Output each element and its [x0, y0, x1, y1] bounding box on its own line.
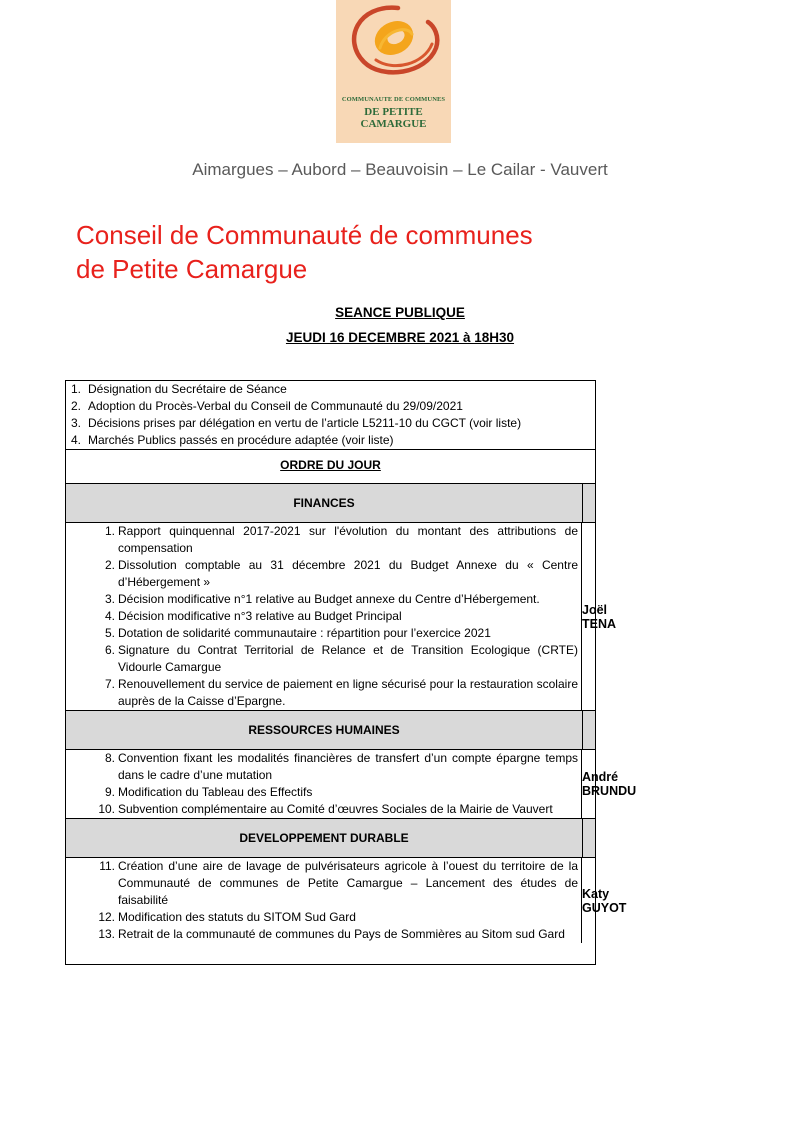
item-text: Rapport quinquennal 2017-2021 sur l'évolution du montant des attributions de compensation	[118, 524, 578, 555]
section-empty-cell	[583, 711, 595, 749]
seance-heading: SEANCE PUBLIQUE	[335, 305, 465, 320]
agenda-item	[66, 591, 578, 608]
preliminary-number: 4.	[71, 433, 82, 447]
agenda-item	[66, 909, 578, 926]
title-line-1: Conseil de Communauté de communes	[76, 220, 533, 250]
item-number: 10.	[98, 802, 115, 816]
ordre-du-jour-heading: ORDRE DU JOUR	[66, 450, 595, 484]
item-text: Décision modificative n°1 relative au Budget annexe du Centre d’Hébergement.	[118, 592, 540, 606]
item-text: Décision modificative n°3 relative au Budget Principal	[118, 609, 402, 623]
agenda-item	[66, 926, 578, 943]
agenda-item	[66, 784, 578, 801]
speaker-name: André BRUNDU	[582, 770, 637, 798]
agenda-items	[66, 858, 582, 943]
section-content-ressources-humaines	[66, 750, 637, 819]
agenda-items	[66, 523, 582, 710]
item-number: 13.	[98, 927, 115, 941]
preliminary-item	[71, 381, 589, 398]
item-number: 11.	[99, 859, 115, 873]
preliminary-item	[71, 415, 589, 432]
agenda-item	[66, 608, 578, 625]
logo-text-line3: CAMARGUE	[360, 118, 427, 130]
item-text: Convention fixant les modalités financières de transfert d’un compte épargne temps dans le cadre d’une mutation	[118, 751, 578, 782]
preliminary-number: 1.	[71, 382, 82, 396]
item-number: 6.	[104, 643, 115, 657]
towns-line: Aimargues – Aubord – Beauvoisin – Le Cailar - Vauvert	[192, 160, 608, 179]
item-number: 8.	[104, 751, 115, 765]
preliminaries-row	[66, 381, 595, 450]
section-empty-cell	[583, 819, 595, 857]
logo-text-line1: COMMUNAUTE DE COMMUNES	[341, 96, 446, 103]
preliminary-number: 3.	[71, 416, 82, 430]
section-title: FINANCES	[66, 484, 583, 522]
agenda-item	[66, 801, 578, 818]
item-number: 2.	[104, 558, 115, 572]
item-number: 1.	[104, 524, 115, 538]
section-title: DEVELOPPEMENT DURABLE	[66, 819, 583, 857]
seance-date: JEUDI 16 DECEMBRE 2021 à 18H30	[285, 330, 515, 345]
page-title	[76, 218, 533, 286]
item-number: 4.	[104, 609, 115, 623]
speaker-name: Katy GUYOT	[582, 886, 627, 915]
logo-swirl-icon	[336, 0, 451, 96]
item-text: Modification du Tableau des Effectifs	[118, 785, 313, 799]
agenda-item	[66, 858, 578, 909]
item-text: Subvention complémentaire au Comité d’œuvres Sociales de la Mairie de Vauvert	[118, 802, 553, 816]
item-number: 12.	[98, 910, 115, 924]
agenda-item	[66, 625, 578, 642]
item-number: 5.	[104, 626, 115, 640]
preliminary-text: Décisions prises par délégation en vertu de l’article L5211-10 du CGCT (voir liste)	[88, 416, 522, 430]
item-text: Dotation de solidarité communautaire : répartition pour l’exercice 2021	[118, 626, 491, 640]
preliminary-number: 2.	[71, 399, 82, 413]
section-header-finances	[66, 484, 595, 523]
logo	[336, 0, 451, 143]
agenda-item	[66, 750, 578, 784]
agenda-item	[66, 523, 578, 557]
item-text: Signature du Contrat Territorial de Relance et de Transition Ecologique (CRTE) Vidourle Camargue	[118, 643, 578, 674]
section-content-developpement-durable	[66, 858, 627, 965]
section-empty-cell	[583, 484, 595, 522]
logo-text-line2: DE PETITE	[364, 106, 423, 118]
section-header-ressources-humaines	[66, 711, 595, 750]
agenda-item	[66, 676, 578, 710]
preliminary-text: Adoption du Procès-Verbal du Conseil de Communauté du 29/09/2021	[88, 399, 463, 413]
section-content-finances	[66, 523, 617, 711]
speaker-name: Joël TENA	[582, 602, 617, 631]
item-text: Renouvellement du service de paiement en ligne sécurisé pour la restauration scolaire auprès de la Caisse d’Epargne.	[118, 677, 578, 708]
item-text: Modification des statuts du SITOM Sud Gard	[118, 910, 356, 924]
item-text: Dissolution comptable au 31 décembre 2021 du Budget Annexe du « Centre d’Hébergement »	[118, 558, 578, 589]
item-number: 9.	[104, 785, 115, 799]
preliminary-item	[71, 432, 589, 449]
agenda-item	[66, 642, 578, 676]
item-number: 7.	[104, 677, 115, 691]
item-text: Création d’une aire de lavage de pulvérisateurs agricole à l’ouest du territoire de la Communauté de communes de Petite Camargue – Lancement des études de faisabilité	[118, 859, 578, 907]
preliminary-text: Désignation du Secrétaire de Séance	[88, 382, 287, 396]
agenda-item	[66, 557, 578, 591]
preliminary-text: Marchés Publics passés en procédure adaptée (voir liste)	[88, 433, 394, 447]
preliminary-item	[71, 398, 589, 415]
agenda-items	[66, 750, 582, 818]
title-line-2: de Petite Camargue	[76, 254, 308, 284]
item-number: 3.	[104, 592, 115, 606]
item-text: Retrait de la communauté de communes du Pays de Sommières au Sitom sud Gard	[118, 927, 565, 941]
section-title: RESSOURCES HUMAINES	[66, 711, 583, 749]
section-header-developpement-durable	[66, 819, 595, 858]
agenda-table	[65, 380, 637, 965]
